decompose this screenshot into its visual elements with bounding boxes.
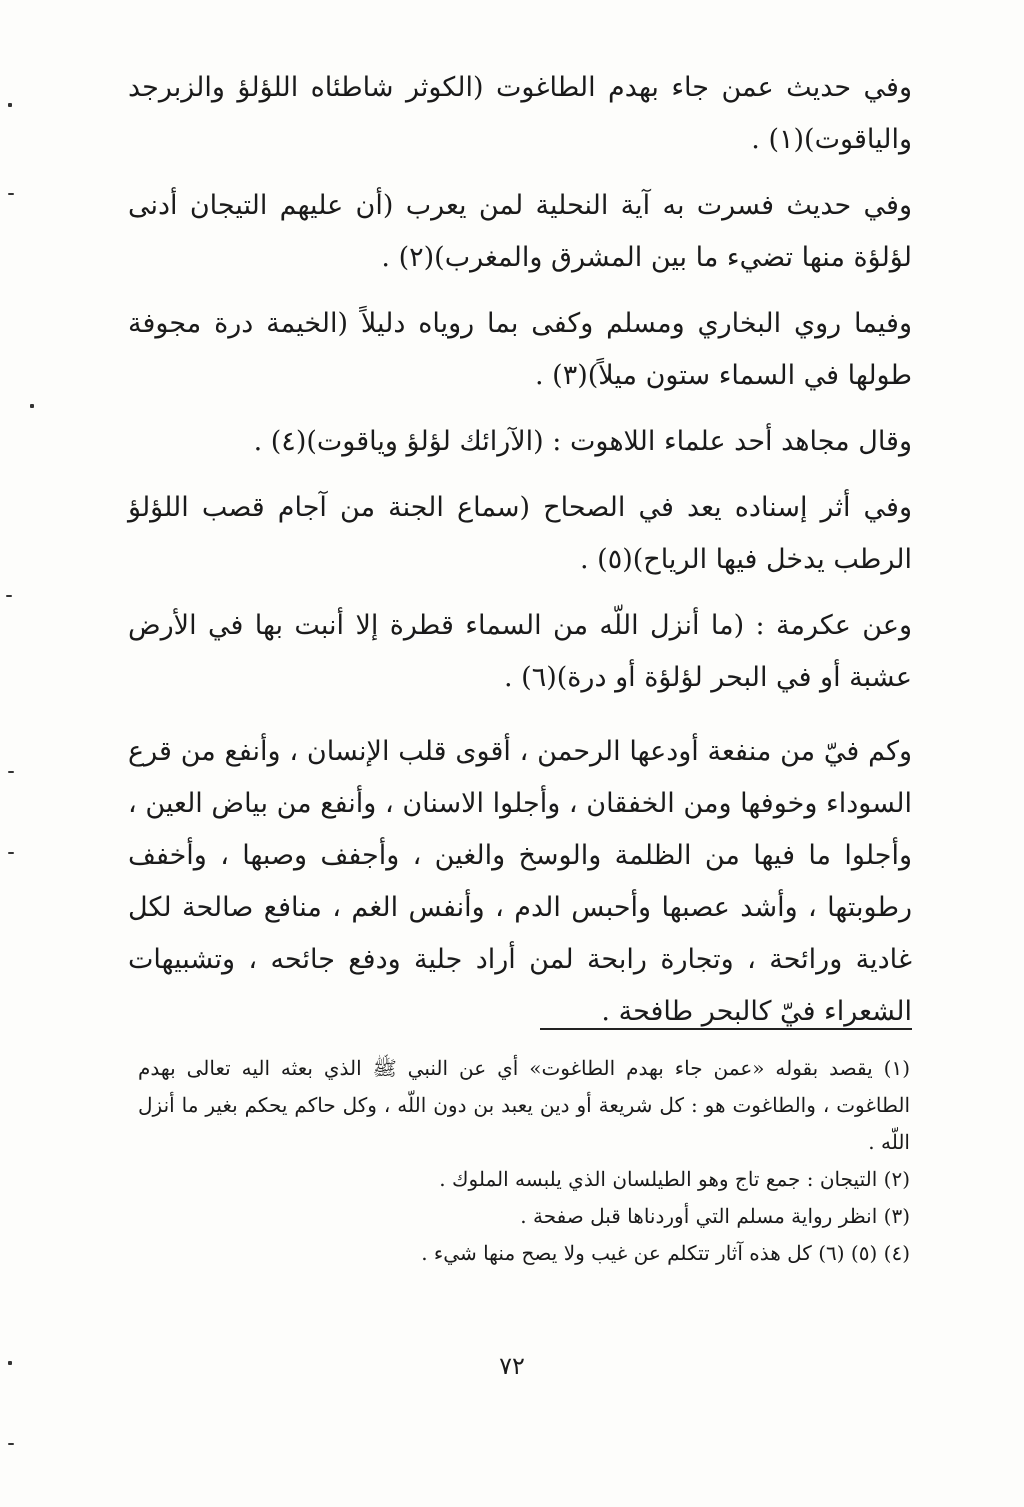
scan-speck <box>8 852 14 854</box>
paragraph-tijan: وفي حديث فسرت به آية النحلية لمن يعرب (أن عليهم التيجان أدنى لؤلؤة منها تضيء ما بين المشرق والمغرب)(٢) . <box>128 190 912 273</box>
scan-speck <box>8 1443 14 1445</box>
scan-speck <box>6 595 12 597</box>
scan-speck <box>8 771 14 773</box>
paragraph-mujahid: وقال مجاهد أحد علماء اللاهوت : (الآرائك لؤلؤ وياقوت)(٤) . <box>253 426 912 457</box>
footnote-3: (٣) انظر رواية مسلم التي أوردناها قبل صفحة . <box>520 1204 910 1228</box>
footnote-1: (١) يقصد بقوله «عمن جاء بهدم الطاغوت» أي عن النبي ﷺ الذي بعثه اليه تعالى بهدم الطاغوت ، والطاغوت هو : كل شريعة أو دين يعبد بن دون اللّه ، وكل حاكم يحكم بغير ما أنزل اللّه . <box>138 1056 910 1154</box>
paragraph-ikrima: وعن عكرمة : (ما أنزل اللّه من السماء قطرة إلا أنبت بها في الأرض عشبة أو في البحر لؤلؤة أو درة)(٦) . <box>128 610 912 693</box>
paragraph-khayma: وفيما روي البخاري ومسلم وكفى بما روياه دليلاً (الخيمة درة مجوفة طولها في السماء ستون ميلاً)(٣) . <box>128 308 912 391</box>
scan-speck <box>30 404 34 408</box>
scan-speck <box>8 103 12 107</box>
paragraph-benefits: وكم فيّ من منفعة أودعها الرحمن ، أقوى قلب الإنسان ، وأنفع من قرع السوداء وخوفها ومن الخفقان ، وأجلوا الاسنان ، وأنفع من بياض العين ، وأجلوا ما فيها من الظلمة والوسخ والغين ، وأجفف وصبها ، وأخفف رطوبتها ، وأشد عصبها وأحبس الدم ، وأنفس الغم ، منافع صالحة لكل غادية ورائحة ، وتجارة رابحة لمن أراد جلية ودفع جائحه ، وتشبيهات الشعراء فيّ كالبحر طافحة . <box>128 736 912 1027</box>
scan-speck <box>8 193 14 195</box>
paragraph-kawthar: وفي حديث عمن جاء بهدم الطاغوت (الكوثر شاطئاه اللؤلؤ والزبرجد والياقوت)(١) . <box>128 72 912 155</box>
page-number: ٧٢ <box>499 1352 525 1380</box>
paragraph-sama: وفي أثر إسناده يعد في الصحاح (سماع الجنة من آجام قصب اللؤلؤ الرطب يدخل فيها الرياح)(٥) . <box>128 492 912 575</box>
main-text <box>128 62 912 1052</box>
footnote-4-6: (٤) (٥) (٦) كل هذه آثار تتكلم عن غيب ولا يصح منها شيء . <box>421 1241 910 1265</box>
scan-speck <box>8 1361 12 1365</box>
footnotes <box>138 1050 910 1272</box>
footnote-divider <box>540 1028 912 1030</box>
footnote-2: (٢) التيجان : جمع تاج وهو الطيلسان الذي يلبسه الملوك . <box>439 1167 910 1191</box>
